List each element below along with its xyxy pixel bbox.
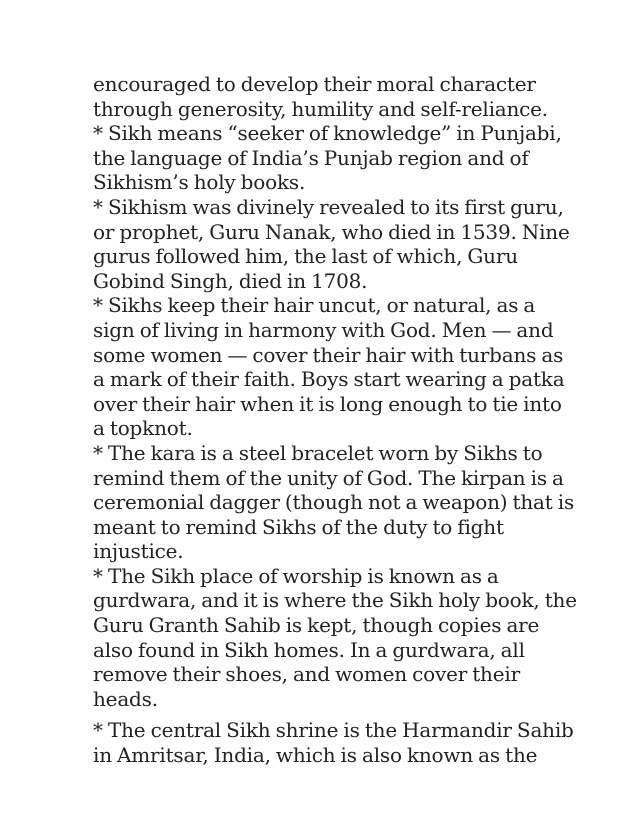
text-line: remind them of the unity of God. The kirpan is a <box>93 465 564 490</box>
text-line: injustice. <box>93 539 184 564</box>
text-line: some women — cover their hair with turbans as <box>93 342 564 367</box>
text-line: remove their shoes, and women cover their <box>93 662 520 687</box>
text-line: heads. <box>93 686 158 711</box>
bullet-line: * Sikhism was divinely revealed to its first guru, <box>93 194 564 219</box>
text-line: in Amritsar, India, which is also known as the <box>93 743 538 768</box>
text-line: through generosity, humility and self-reliance. <box>93 96 548 121</box>
text-line: the language of India’s Punjab region and of <box>93 145 529 170</box>
bullet-line: * Sikhs keep their hair uncut, or natural, as a <box>93 293 536 318</box>
text-line: ceremonial dagger (though not a weapon) that is <box>93 490 575 515</box>
paragraph-gap <box>93 711 563 718</box>
text-line: gurdwara, and it is where the Sikh holy book, the <box>93 588 577 613</box>
bullet-line: * Sikh means “seeker of knowledge” in Punjabi, <box>93 121 562 146</box>
text-line: or prophet, Guru Nanak, who died in 1539. Nine <box>93 219 570 244</box>
bullet-line: * The Sikh place of worship is known as a <box>93 563 499 588</box>
text-line: a mark of their faith. Boys start wearing a patka <box>93 367 565 392</box>
text-line: also found in Sikh homes. In a gurdwara, all <box>93 637 525 662</box>
text-line: encouraged to develop their moral character <box>93 72 536 96</box>
text-line: Gobind Singh, died in 1708. <box>93 268 368 293</box>
bullet-line: * The central Sikh shrine is the Harmandir Sahib <box>93 718 574 743</box>
text-line: sign of living in harmony with God. Men — and <box>93 317 554 342</box>
body-text <box>93 72 577 768</box>
bullet-line: * The kara is a steel bracelet worn by Sikhs to <box>93 440 543 465</box>
text-line: Guru Granth Sahib is kept, though copies are <box>93 613 540 638</box>
text-line: a topknot. <box>93 416 193 441</box>
text-line: over their hair when it is long enough to tie into <box>93 391 562 416</box>
text-line: meant to remind Sikhs of the duty to fight <box>93 514 504 539</box>
text-line: gurus followed him, the last of which, Guru <box>93 244 518 269</box>
text-line: Sikhism’s holy books. <box>93 170 306 195</box>
